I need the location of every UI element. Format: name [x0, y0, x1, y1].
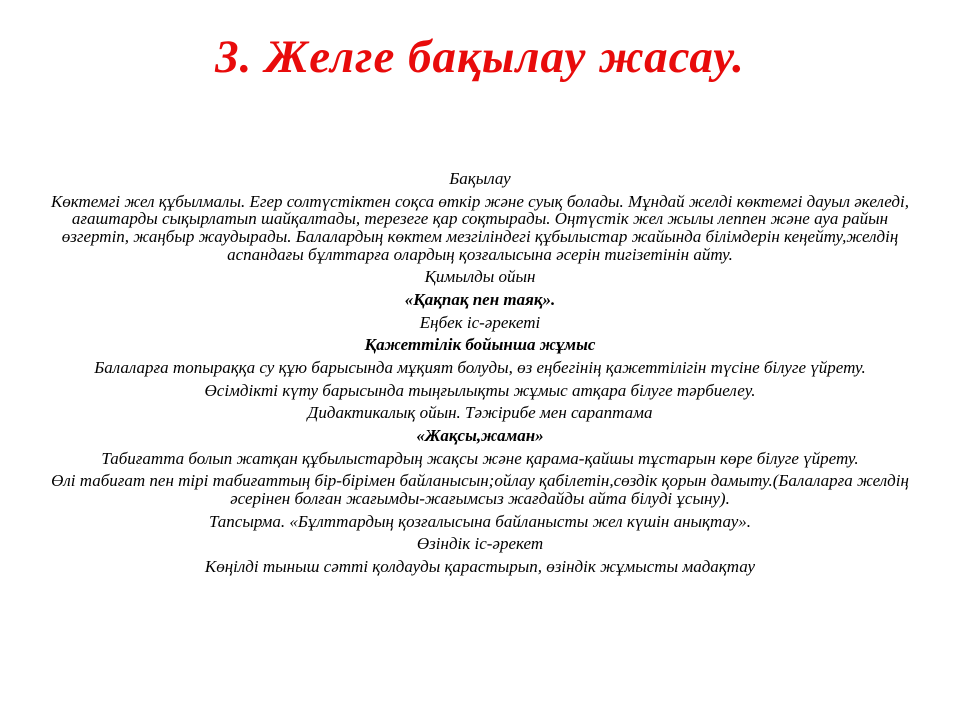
paragraph-nature-phenomena: Табиғатта болып жатқан құбылыстардың жақсы және қарама-қайшы тұстарын көре білуге үйрету. [101, 448, 859, 468]
paragraph-observation-text: Көктемгі жел құбылмалы. Егер солтүстіктен соқса өткір және суық болады. Мұндай желді көктемгі дауыл әкеледі, ағаштарды сықырлатып шайқалтады, терезеге қар соқтырады. Оңтүстік жел жылы леппен және ауа райын өзгертіп, жаңбыр жаудырады. Балалардың көктем мезгіліндегі құбылыстар жайында білімдерін кеңейту,желдің аспандағы бұлттарға олардың қозғалысына әсерін тигізетінін айту. [51, 191, 909, 264]
paragraph-good-bad-title: «Жақсы,жаман» [416, 426, 544, 446]
slide-body-text [44, 170, 916, 581]
slide-title: 3. Желге бақылау жасау. [215, 31, 745, 83]
paragraph-didactic-game-heading: Дидактикалық ойын. Тәжірибе мен сараптама [307, 403, 653, 423]
paragraph-movement-game-heading: Қимылды ойын [424, 267, 536, 287]
paragraph-nature-connection: Өлі табиғат пен тірі табиғаттың бір-бірімен байланысын;ойлау қабілетін,сөздік қорын дамыту.(Балаларға желдің әсерінен болған жағымды-жағымсыз жағдайды айта білуді ұсыну). [51, 471, 909, 509]
paragraph-assignment: Тапсырма. «Бұлттардың қозғалысына байланысты жел күшін анықтау». [208, 511, 752, 531]
paragraph-watering-task: Балаларға топыраққа су құю барысында мұқият болуды, өз еңбегінің қажеттілігін түсіне білуге үйрету. [94, 358, 866, 378]
paragraph-independent-activity-heading: Өзіндік іс-әрекет [416, 534, 544, 554]
paragraph-observation-heading: Бақылау [449, 169, 511, 188]
paragraph-work-by-necessity-heading: Қажеттілік бойынша жұмыс [364, 335, 596, 355]
paragraph-praise-note: Көңілді тыныш сәтті қолдауды қарастырып, өзіндік жұмысты мадақтау [204, 557, 756, 577]
paragraph-game-title: «Қақпақ пен таяқ». [404, 290, 556, 310]
paragraph-labor-activity-heading: Еңбек іс-әрекеті [419, 312, 541, 332]
paragraph-plant-care: Өсімдікті күту барысында тыңғылықты жұмыс атқара білуге тәрбиелеу. [204, 380, 756, 400]
